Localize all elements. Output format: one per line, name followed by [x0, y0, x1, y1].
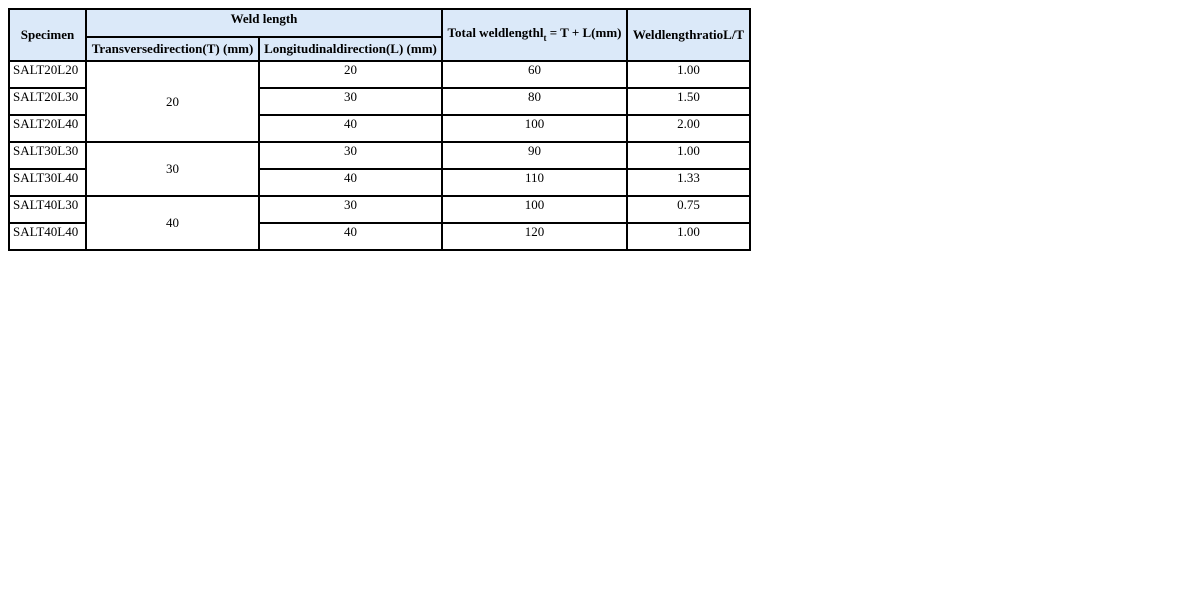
specimen-cell: SALT30L40 — [9, 169, 86, 196]
table-row — [9, 196, 750, 223]
specimen-cell: SALT20L20 — [9, 61, 86, 88]
header-longitudinal-direction: Longitudinaldirection(L) (mm) — [259, 37, 442, 61]
longitudinal-cell: 30 — [259, 142, 442, 169]
table-header — [9, 9, 750, 61]
header-weld-length: Weld length — [86, 9, 442, 37]
specimen-cell: SALT20L30 — [9, 88, 86, 115]
specimen-cell: SALT20L40 — [9, 115, 86, 142]
ratio-cell: 1.33 — [627, 169, 750, 196]
specimen-cell: SALT40L40 — [9, 223, 86, 250]
header-row-top — [9, 9, 750, 37]
ratio-cell: 1.00 — [627, 142, 750, 169]
table-body — [9, 61, 750, 250]
ratio-cell: 1.00 — [627, 223, 750, 250]
total-cell: 60 — [442, 61, 627, 88]
table-row — [9, 61, 750, 88]
transverse-cell: 30 — [86, 142, 259, 196]
longitudinal-cell: 30 — [259, 196, 442, 223]
total-cell: 110 — [442, 169, 627, 196]
total-cell: 80 — [442, 88, 627, 115]
ratio-cell: 0.75 — [627, 196, 750, 223]
table-row — [9, 142, 750, 169]
ratio-cell: 1.50 — [627, 88, 750, 115]
longitudinal-cell: 30 — [259, 88, 442, 115]
header-transverse-direction: Transversedirection(T) (mm) — [86, 37, 259, 61]
longitudinal-cell: 40 — [259, 115, 442, 142]
longitudinal-cell: 40 — [259, 223, 442, 250]
header-weld-length-ratio: WeldlengthratioL/T — [627, 9, 750, 61]
ratio-cell: 2.00 — [627, 115, 750, 142]
header-total-subscript: t — [543, 32, 547, 43]
longitudinal-cell: 40 — [259, 169, 442, 196]
total-cell: 100 — [442, 115, 627, 142]
total-cell: 90 — [442, 142, 627, 169]
transverse-cell: 40 — [86, 196, 259, 250]
total-cell: 120 — [442, 223, 627, 250]
total-cell: 100 — [442, 196, 627, 223]
specimen-cell: SALT30L30 — [9, 142, 86, 169]
weld-length-table — [8, 8, 751, 251]
header-total-weld-length — [442, 9, 627, 61]
header-total-prefix: Total weldlengthl — [447, 24, 544, 40]
ratio-cell: 1.00 — [627, 61, 750, 88]
longitudinal-cell: 20 — [259, 61, 442, 88]
header-specimen: Specimen — [9, 9, 86, 61]
specimen-cell: SALT40L30 — [9, 196, 86, 223]
header-total-suffix: = T + L(mm) — [546, 24, 622, 40]
transverse-cell: 20 — [86, 61, 259, 142]
